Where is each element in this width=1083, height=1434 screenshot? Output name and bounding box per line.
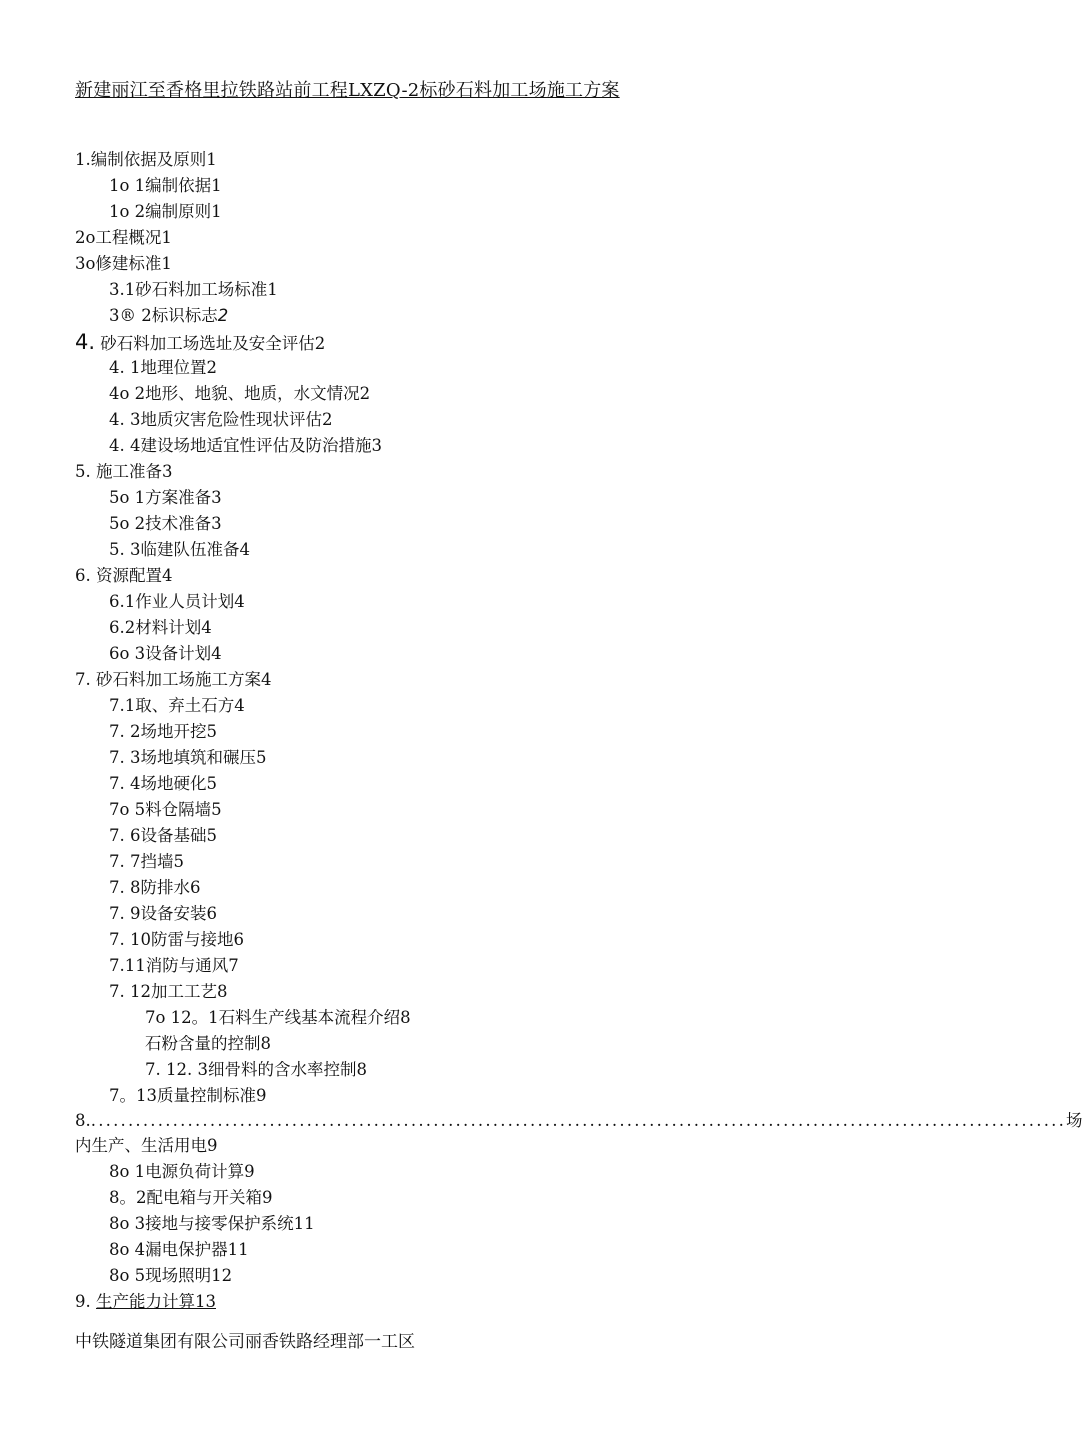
toc-entry: 5o 1方案准备3 (109, 488, 222, 507)
toc-entry: 4. 3地质灾害危险性现状评估2 (109, 410, 333, 429)
toc-entry: 5. 施工准备3 (75, 462, 173, 481)
toc-entry: 7. 9设备安装6 (109, 904, 217, 923)
toc-entry: 6.1作业人员计划4 (109, 592, 245, 611)
toc-entry: 7.1取、弃土石方4 (109, 696, 245, 715)
toc-entry: 4o 2地形、地貌、地质，水文情况2 (109, 384, 371, 403)
toc-entry-continuation: 内生产、生活用电9 (75, 1136, 218, 1155)
toc-entry-dotted (75, 1109, 1083, 1133)
toc-entry: 3o修建标准1 (75, 254, 172, 273)
toc-entry: 7. 12加工工艺8 (109, 982, 228, 1001)
toc-entry-number: 4. (75, 330, 96, 354)
toc-entry-number: 9. (75, 1292, 91, 1311)
toc-entry: 8o 5现场照明12 (109, 1266, 233, 1285)
toc-entry: 7。13质量控制标准9 (109, 1086, 267, 1105)
toc-entry (75, 329, 875, 355)
toc-entry: 7. 12. 3细骨料的含水率控制8 (145, 1060, 367, 1079)
toc-entry: 7. 8防排水6 (109, 878, 201, 897)
toc-entry: 8。2配电箱与开关箱9 (109, 1188, 273, 1207)
toc-entry: 7. 3场地填筑和碾压5 (109, 748, 267, 767)
toc-entry (75, 303, 875, 329)
table-of-contents (75, 147, 1083, 1315)
toc-entry: 7o 5料仓隔墙5 (109, 800, 222, 819)
toc-entry: 8o 4漏电保护器11 (109, 1240, 249, 1259)
toc-entry-page: 2 (217, 306, 229, 325)
toc-entry: 5o 2技术准备3 (109, 514, 222, 533)
document-footer: 中铁隧道集团有限公司丽香铁路经理部一工区 (75, 1332, 415, 1352)
toc-entry: 5. 3临建队伍准备4 (109, 540, 250, 559)
toc-entry: 8o 3接地与接零保护系统11 (109, 1214, 315, 1233)
toc-entry: 7. 4场地硬化5 (109, 774, 217, 793)
toc-entry: 7. 2场地开挖5 (109, 722, 217, 741)
document-title: 新建丽江至香格里拉铁路站前工程LXZQ-2标砂石料加工场施工方案 (75, 80, 620, 101)
toc-entry: 7. 10防雷与接地6 (109, 930, 244, 949)
toc-entry: 7o 12。1石料生产线基本流程介绍8 (145, 1008, 411, 1027)
toc-entry: 6. 资源配置4 (75, 566, 173, 585)
toc-entry: 7. 砂石料加工场施工方案4 (75, 670, 272, 689)
toc-entry-label: 3® 2标识标志 (109, 306, 218, 325)
toc-entry: 1o 1编制依据1 (109, 176, 222, 195)
toc-entry (75, 1289, 875, 1315)
toc-entry: 4. 4建设场地适宜性评估及防治措施3 (109, 436, 382, 455)
dot-leader: ................................................................................................................................... (90, 1111, 1067, 1130)
toc-entry: 4. 1地理位置2 (109, 358, 217, 377)
toc-entry: 7. 6设备基础5 (109, 826, 217, 845)
toc-entry: 6.2材料计划4 (109, 618, 212, 637)
toc-entry: 石粉含量的控制8 (145, 1034, 271, 1053)
toc-entry: 7. 7挡墙5 (109, 852, 184, 871)
toc-entry: 2o工程概况1 (75, 228, 172, 247)
toc-entry: 6o 3设备计划4 (109, 644, 222, 663)
toc-entry: 8o 1电源负荷计算9 (109, 1162, 255, 1181)
toc-entry: 1.编制依据及原则1 (75, 150, 217, 169)
toc-entry-label: 砂石料加工场选址及安全评估2 (100, 334, 326, 353)
toc-entry-label: 生产能力计算13 (96, 1292, 216, 1311)
toc-entry: 3.1砂石料加工场标准1 (109, 280, 278, 299)
toc-entry-label-start: 场 (1066, 1111, 1083, 1130)
toc-entry: 1o 2编制原则1 (109, 202, 222, 221)
toc-entry-number: 8. (75, 1111, 91, 1130)
toc-entry: 7.11消防与通风7 (109, 956, 239, 975)
